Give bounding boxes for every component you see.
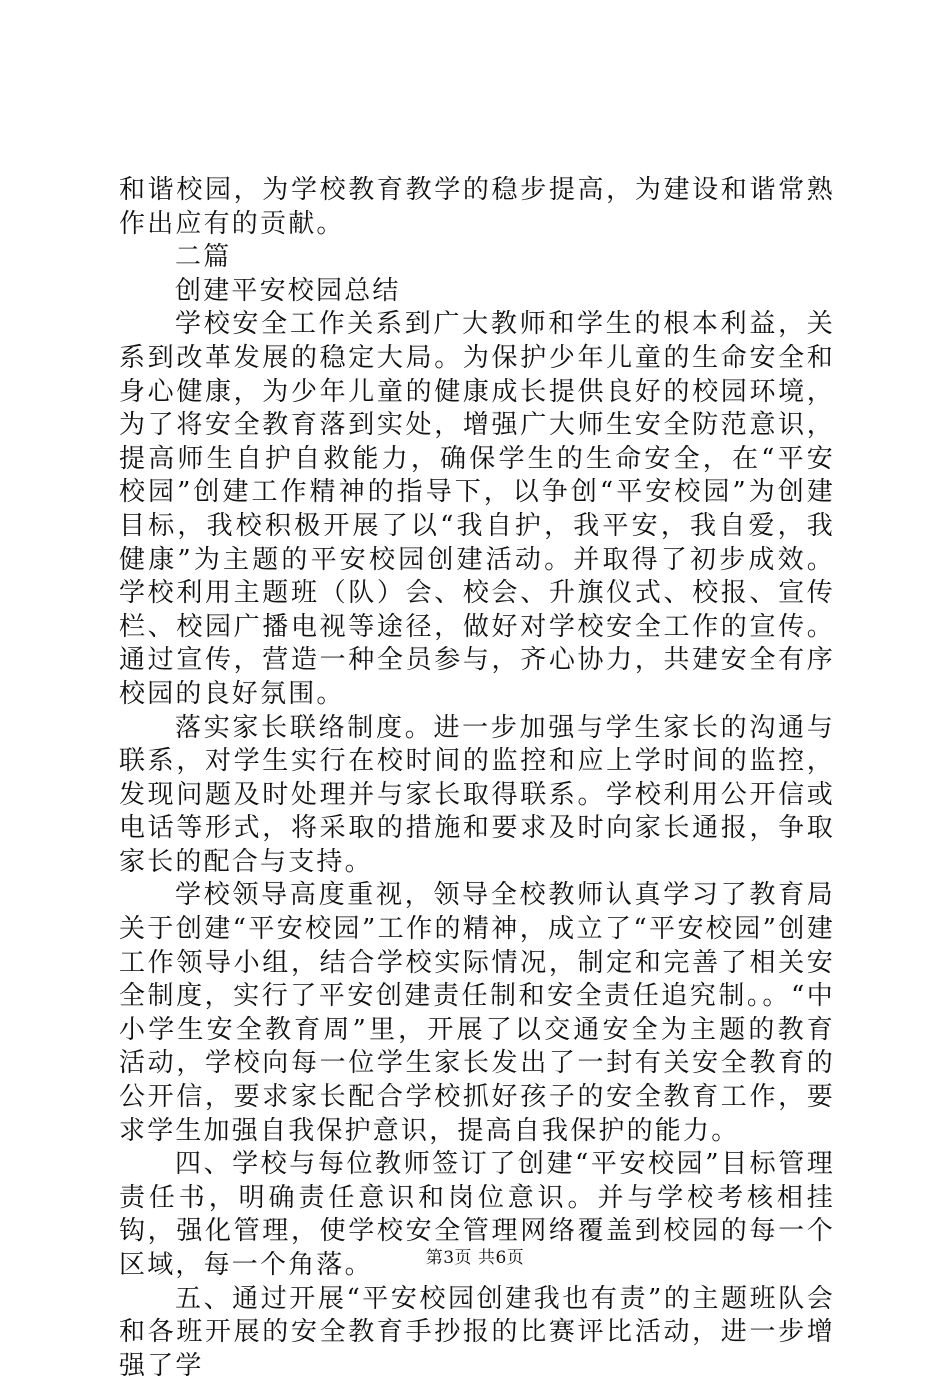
section-title: 创建平安校园总结 xyxy=(175,275,401,306)
paragraph-5: 落实家长联络制度。进一步加强与学生家长的沟通与联系，对学生实行在校时间的监控和应上学时间的监控，发现问题及时处理并与家长取得联系。学校利用公开信或电话等形式，将采取的措施和要求及时向家长通报，争取家长的配合与支持。 xyxy=(119,712,835,877)
paragraph-6: 学校领导高度重视，领导全校教师认真学习了教育局关于创建“平安校园”工作的精神，成立了“平安校园”创建工作领导小组，结合学校实际情况，制定和完善了相关安全制度，实行了平安创建责任制和安全责任追究制。。“中小学生安全教育周”里，开展了以交通安全为主题的教育活动，学校向每一位学生家长发出了一封有关安全教育的公开信，要求家长配合学校抓好孩子的安全教育工作，要求学生加强自我保护意识，提高自我保护的能力。 xyxy=(119,880,835,1146)
document-body xyxy=(119,174,835,1383)
section-heading-part-two: 二篇 xyxy=(175,242,232,273)
page-number-footer: 第3页 共6页 xyxy=(425,1248,525,1268)
paragraph-7: 四、学校与每位教师签订了创建“平安校园”目标管理责任书，明确责任意识和岗位意识。并与学校考核相挂钩，强化管理，使学校安全管理网络覆盖到校园的每一个区域，每一个角落。 xyxy=(119,1149,835,1280)
paragraph-8: 五、通过开展“平安校园创建我也有责”的主题班队会和各班开展的安全教育手抄报的比赛评比活动，进一步增强了学 xyxy=(119,1283,835,1381)
paragraph-4: 学校安全工作关系到广大教师和学生的根本利益，关系到改革发展的稳定大局。为保护少年儿童的生命安全和身心健康，为少年儿童的健康成长提供良好的校园环境，为了将安全教育落到实处，增强广大师生安全防范意识，提高师生自护自救能力，确保学生的生命安全，在“平安校园”创建工作精神的指导下，以争创“平安校园”为创建目标，我校积极开展了以“我自护，我平安，我自爱，我健康”为主题的平安校园创建活动。并取得了初步成效。学校利用主题班（队）会、校会、升旗仪式、校报、宣传栏、校园广播电视等途径，做好对学校安全工作的宣传。通过宣传，营造一种全员参与，齐心协力，共建安全有序校园的良好氛围。 xyxy=(119,309,835,709)
paragraph-1: 和谐校园，为学校教育教学的稳步提高，为建设和谐常熟作出应有的贡献。 xyxy=(119,175,835,239)
